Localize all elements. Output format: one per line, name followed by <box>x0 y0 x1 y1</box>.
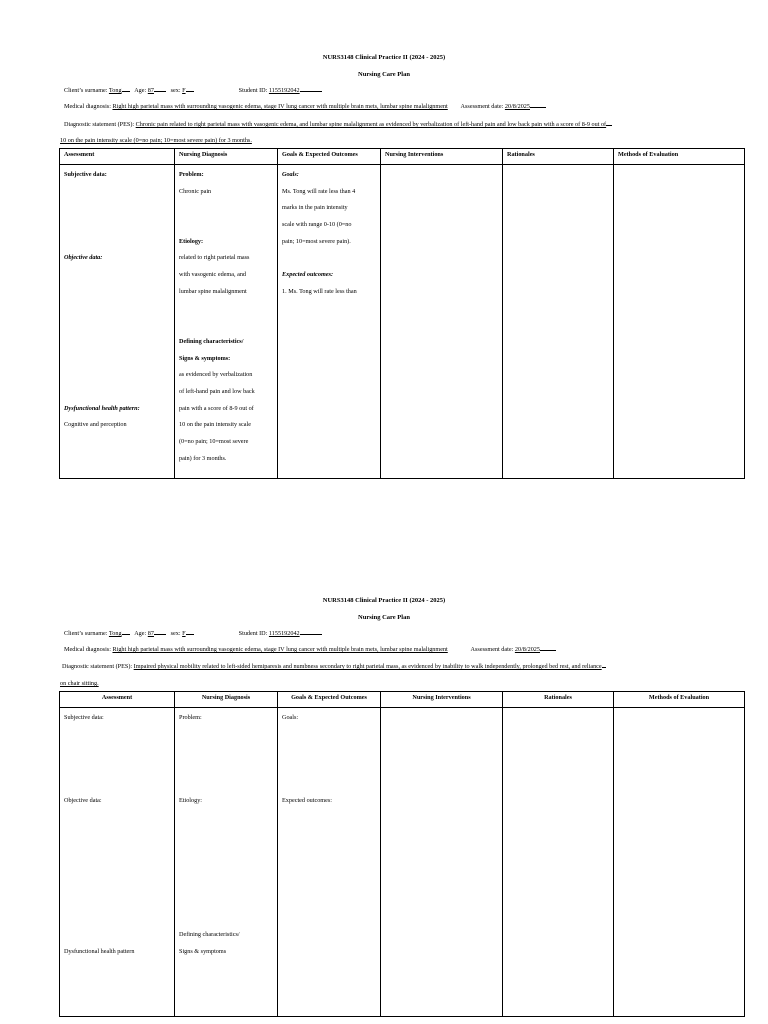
objective-label: Objective data: <box>64 254 103 262</box>
rationales-cell <box>503 708 614 1017</box>
header-interventions: Nursing Interventions <box>381 149 503 165</box>
problem-label: Problem: <box>179 171 204 178</box>
expected-line: 1. Ms. Tong will rate less than <box>282 287 357 295</box>
client-info-line: Client’s surname: Tong Age: 87 sex: F Student ID: 1155192042 <box>64 630 322 637</box>
goals-cell <box>278 708 381 1017</box>
defining-line: of left-hand pain and low back <box>179 388 255 396</box>
header-evaluation: Methods of Evaluation <box>614 149 745 165</box>
table-header-row <box>60 692 745 708</box>
header-rationales: Rationales <box>503 149 614 165</box>
etiology-line: lumbar spine malalignment <box>179 287 247 295</box>
assessment-cell <box>60 708 175 1017</box>
etiology-label: Etiology: <box>179 237 204 245</box>
client-sex: F <box>182 87 186 94</box>
header-goals: Goals & Expected Outcomes <box>278 692 381 708</box>
goals-label: Goals: <box>282 171 299 178</box>
defining-line: as evidenced by verbalization <box>179 371 253 379</box>
header-assessment: Assessment <box>60 692 175 708</box>
dysfunctional-label: Dysfunctional health pattern <box>64 947 135 955</box>
plan-title: Nursing Care Plan <box>358 614 410 621</box>
client-info-line: Client’s surname: Tong Age: 87 sex: F Student ID: 1155192042 <box>64 87 322 94</box>
header-nursing-diagnosis: Nursing Diagnosis <box>175 149 278 165</box>
defining-line: pain) for 3 months. <box>179 454 227 462</box>
objective-label: Objective data: <box>64 797 102 805</box>
student-id: 1155192042 <box>268 87 300 94</box>
diagnostic-text-line-2: 10 on the pain intensity scale (0=no pain; 10=most severe pain) for 3 months. <box>60 137 252 144</box>
goal-line: scale with range 0-10 (0=no <box>282 221 352 229</box>
signs-label: Signs & symptoms <box>179 947 227 955</box>
care-plan-table-2 <box>59 691 745 1017</box>
client-sex: F <box>182 630 186 637</box>
problem-label: Problem: <box>179 714 202 721</box>
medical-diagnosis-line: Medical diagnosis: Right high parietal mass with surrounding vasogenic edema, stage IV lung cancer with multiple brain mets, lumbar spine malalignment Assessment date: 20/8/2025 <box>64 646 556 653</box>
diagnostic-text-line-1: Chronic pain related to right parietal mass with vasogenic edema, and lumbar spine malalignment as evidenced by verbalization of left-hand pain and low back pain with a score of 8-9 out of <box>135 121 607 128</box>
goal-line: pain; 10=most severe pain). <box>282 237 351 245</box>
goal-line: Ms. Tong will rate less than 4 <box>282 187 356 195</box>
medical-diagnosis: Right high parietal mass with surrounding vasogenic edema, stage IV lung cancer with multiple brain mets, lumbar spine malalignment <box>112 646 448 653</box>
defining-label: Defining characteristics/ <box>179 930 240 938</box>
header-interventions: Nursing Interventions <box>381 692 503 708</box>
diagnostic-text-line-1: Impaired physical mobility related to left-sided hemiparesis and numbness secondary to right parietal mass, as evidenced by inability to walk independently, prolonged bed rest, and reliance <box>133 663 602 670</box>
dysfunctional-label: Dysfunctional health pattern: <box>64 404 140 412</box>
goal-line: marks in the pain intensity <box>282 204 348 212</box>
header-nursing-diagnosis: Nursing Diagnosis <box>175 692 278 708</box>
goals-label: Goals: <box>282 714 299 721</box>
defining-line: 10 on the pain intensity scale <box>179 421 251 429</box>
diagnostic-statement: Diagnostic statement (PES): Chronic pain related to right parietal mass with vasogenic edema, and lumbar spine malalignment as evidenced by verbalization of left-hand pain and low back pain with a score of 8-9 out of <box>64 121 612 128</box>
medical-diagnosis-line: Medical diagnosis: Right high parietal mass with surrounding vasogenic edema, stage IV lung cancer with multiple brain mets, lumbar spine malalignment Assessment date: 20/8/2025 <box>64 103 546 110</box>
etiology-line: with vasogenic edema, and <box>179 271 247 279</box>
header-goals: Goals & Expected Outcomes <box>278 149 381 165</box>
student-id: 1155192042 <box>268 630 300 637</box>
diagnostic-text-line-2-wrap <box>60 680 99 687</box>
defining-line: pain with a score of 8-9 out of <box>179 404 254 412</box>
plan-title: Nursing Care Plan <box>358 71 410 78</box>
expected-outcomes-label: Expected outcomes: <box>282 797 332 805</box>
table-body-row <box>60 708 745 1017</box>
diagnosis-cell <box>175 708 278 1017</box>
evaluation-cell <box>614 708 745 1017</box>
client-age: 87 <box>147 630 154 637</box>
problem-value: Chronic pain <box>179 187 212 195</box>
subjective-label: Subjective data: <box>64 171 107 178</box>
course-title: NURS3148 Clinical Practice II (2024 - 2025) <box>322 54 446 61</box>
defining-label: Defining characteristics/ <box>179 337 244 345</box>
diagnostic-statement: Diagnostic statement (PES): Impaired physical mobility related to left-sided hemiparesis and numbness secondary to right parietal mass, as evidenced by inability to walk independently, prolonged bed rest, and reliance <box>62 663 606 670</box>
subjective-label: Subjective data: <box>64 714 104 721</box>
expected-outcomes-label: Expected outcomes: <box>282 271 334 279</box>
medical-diagnosis: Right high parietal mass with surrounding vasogenic edema, stage IV lung cancer with multiple brain mets, lumbar spine malalignment <box>112 103 448 110</box>
diagnostic-text-line-2: on chair sitting. <box>60 680 99 687</box>
client-age: 87 <box>147 87 154 94</box>
client-surname: Tong <box>108 87 122 94</box>
etiology-label: Etiology: <box>179 797 203 805</box>
etiology-line: related to right parietal mass <box>179 254 250 262</box>
header-rationales: Rationales <box>503 692 614 708</box>
assessment-date: 20/8/2025 <box>514 646 540 653</box>
course-title: NURS3148 Clinical Practice II (2024 - 2025) <box>322 597 446 604</box>
header-evaluation: Methods of Evaluation <box>614 692 745 708</box>
client-surname: Tong <box>108 630 122 637</box>
assessment-date: 20/8/2025 <box>504 103 530 110</box>
dysfunctional-value: Cognitive and perception <box>64 421 127 429</box>
header-assessment: Assessment <box>60 149 175 165</box>
defining-line: (0=no pain; 10=most severe <box>179 438 249 446</box>
interventions-cell <box>381 708 503 1017</box>
signs-label: Signs & symptoms: <box>179 354 231 362</box>
